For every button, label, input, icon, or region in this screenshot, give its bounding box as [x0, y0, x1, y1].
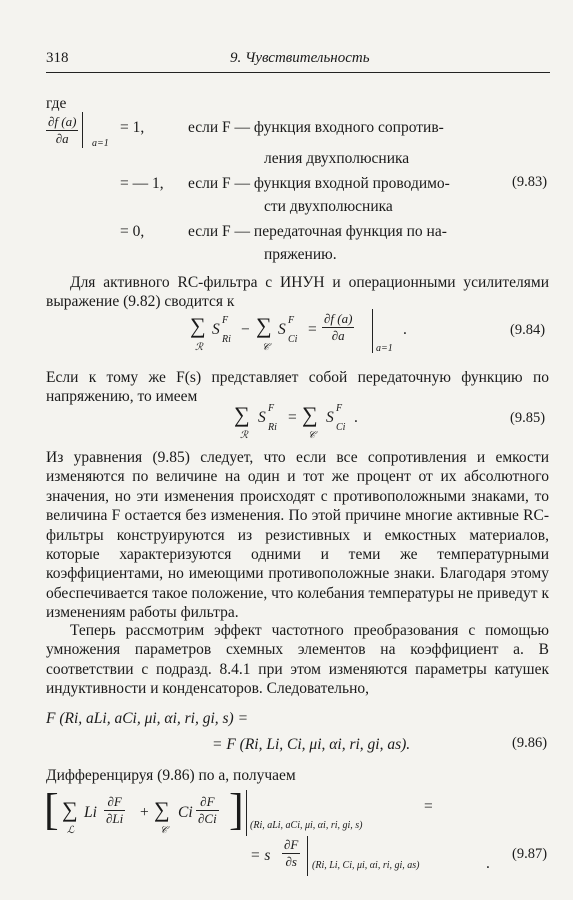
paragraph-5: Дифференцируя (9.86) по a, получаем: [46, 767, 296, 784]
sum-sign: ∑: [154, 797, 170, 822]
case2-text-cont: сти двухполюсника: [264, 198, 393, 215]
equation-9-86-line1: F (Ri, aLi, aCi, μi, αi, ri, gi, s) =: [46, 710, 249, 727]
partial-fraction: $\frac{\partial F}{\partial s}$: [284, 837, 299, 869]
page-header: [46, 50, 550, 73]
running-title: 9. Чувствительность: [230, 50, 370, 66]
page-number: 318: [46, 50, 69, 66]
derivative-fraction: $\frac{\partial f (a)}{\partial a}$: [324, 311, 353, 343]
sum-sign: ∑: [302, 402, 318, 427]
case1-value: = 1,: [120, 119, 145, 136]
sum-sign: ∑: [62, 797, 78, 822]
sensitivity-term: S: [326, 409, 334, 426]
evaluation-bar: [82, 112, 83, 148]
book-page: 318 9. Чувствительность где $\frac{\partial f (a)}{\partial a}$ a=1 = 1, если F — функция входного сопротив- ления двухполюсника = — 1, если F — функция входной проводимо- сти двухполюсника = 0, если F — передаточная функция по на- пряжению. (9.83) Для активного RC-фильтра с ИНУН и операционными усилителями выражение (9.82) сводится к ∑ ℛ S F Ri − ∑ 𝒞 S F Ci = $\frac{\partial f (a)}{\partial a}$ a=1 . (9.84) Если к тому же F(s) представляет собой передаточную функцию по напряжению, то имеем ∑ ℛ S F Ri = ∑ 𝒞 S F Ci . (9.85) Из уравнения (9.85) следует, что если все сопротивления и емкости изменяются по величине на один и тот же процент от их абсолютного значения, но эти изменения происходят с противоположными знаками, то величина F остается без изменения. По этой причине многие активные RC-фильтры конструируются из резистивных и емкостных материалов, которые характеризуются одними и теми же температурными коэффициентами, но имеющими противоположные знаки. Благодаря этому обеспечивается такое положение, что колебания температуры не приведут к изменениям работы фильтра. Теперь рассмотрим эффект частотного преобразования с помощью умножения параметров схемных элементов на коэффициент a. В соответствии с подразд. 8.4.1 при этом изменяются параметры катушек индуктивности и конденсаторов. Следовательно, F (Ri, aLi, aCi, μi, αi, ri, gi, s) = = F (Ri, Li, Ci, μi, αi, ri, gi, as). (9.86) Дифференцируя (9.86) по a, получаем [ ∑ ℒ Li $\frac{\partial F}{\partial Li}$ + ∑ 𝒞 Ci $\frac{\partial F}{\partial Ci}$ ] (Ri, aLi, aCi, μi, αi, ri, gi, s) = = s $\frac{\partial F}{\partial s}$ (Ri, Li, Ci, μi, αi, ri, gi, as) . (9.87): [0, 0, 573, 900]
case1-text: если F — функция входного сопротив-: [188, 119, 444, 136]
paragraph-2: Если к тому же F(s) представляет собой передаточную функцию по напряжению, то имеем: [46, 369, 549, 406]
case2-text: если F — функция входной проводимо-: [188, 175, 450, 192]
sum-index-c: 𝒞: [262, 342, 270, 353]
evaluation-subscript: a=1: [92, 138, 109, 149]
sensitivity-term: S: [278, 321, 286, 338]
equation-number-9-84: (9.84): [510, 322, 546, 338]
partial-fraction: $\frac{\partial F}{\partial Li}$: [106, 794, 124, 826]
case2-value: = — 1,: [120, 175, 164, 192]
intro-word: где: [46, 95, 67, 112]
equation-number-9-83: (9.83): [512, 174, 548, 190]
evaluation-bar: [246, 790, 247, 836]
case1-text-cont: ления двухполюсника: [264, 150, 410, 167]
equation-9-83-lhs: [46, 112, 83, 148]
derivative-fraction: $\frac{\partial f (a)}{\partial a}$: [48, 113, 77, 146]
left-bracket: [: [44, 785, 59, 834]
sum-sign: ∑: [234, 402, 250, 427]
case3-text-cont: пряжению.: [264, 246, 337, 263]
paragraph-1: Для активного RC-фильтра с ИНУН и операционными усилителями выражение (9.82) сводится к: [46, 274, 549, 311]
equation-number-9-87: (9.87): [512, 846, 548, 862]
equation-9-86-line2: = F (Ri, Li, Ci, μi, αi, ri, gi, as).: [212, 736, 411, 753]
sum-sign: ∑: [256, 313, 272, 338]
sensitivity-term: S: [258, 409, 266, 426]
evaluation-bar: [307, 836, 308, 876]
paragraph-3: Из уравнения (9.85) следует, что если все сопротивления и емкости изменяются по величине на один и тот же процент от их абсолютного значения, но эти изменения происходят с противоположными знаками, то величина F остается без изменения. По этой причине многие активные RC-фильтры конструируются из резистивных и емкостных материалов, которые характеризуются одними и теми же температурными коэффициентами, но имеющими противоположные знаки. Благодаря этому обеспечивается такое положение, что колебания температуры не приведут к изменениям работы фильтра.: [46, 449, 549, 622]
sum-index-r: ℛ: [195, 342, 203, 353]
paragraph-4: Теперь рассмотрим эффект частотного преобразования с помощью умножения параметров схемных элементов на коэффициент a. В соответствии с подразд. 8.4.1 при этом изменяются параметры катушек индуктивности и конденсаторов. Следовательно,: [46, 622, 549, 698]
case3-value: = 0,: [120, 223, 145, 240]
equation-number-9-86: (9.86): [512, 735, 548, 751]
sum-sign: ∑: [190, 313, 206, 338]
equation-number-9-85: (9.85): [510, 410, 546, 426]
case3-text: если F — передаточная функция по на-: [188, 223, 447, 240]
partial-fraction: $\frac{\partial F}{\partial Ci}$: [198, 794, 217, 826]
sensitivity-term: S: [212, 321, 220, 338]
evaluation-bar: [372, 309, 373, 353]
right-bracket: ]: [229, 785, 244, 834]
